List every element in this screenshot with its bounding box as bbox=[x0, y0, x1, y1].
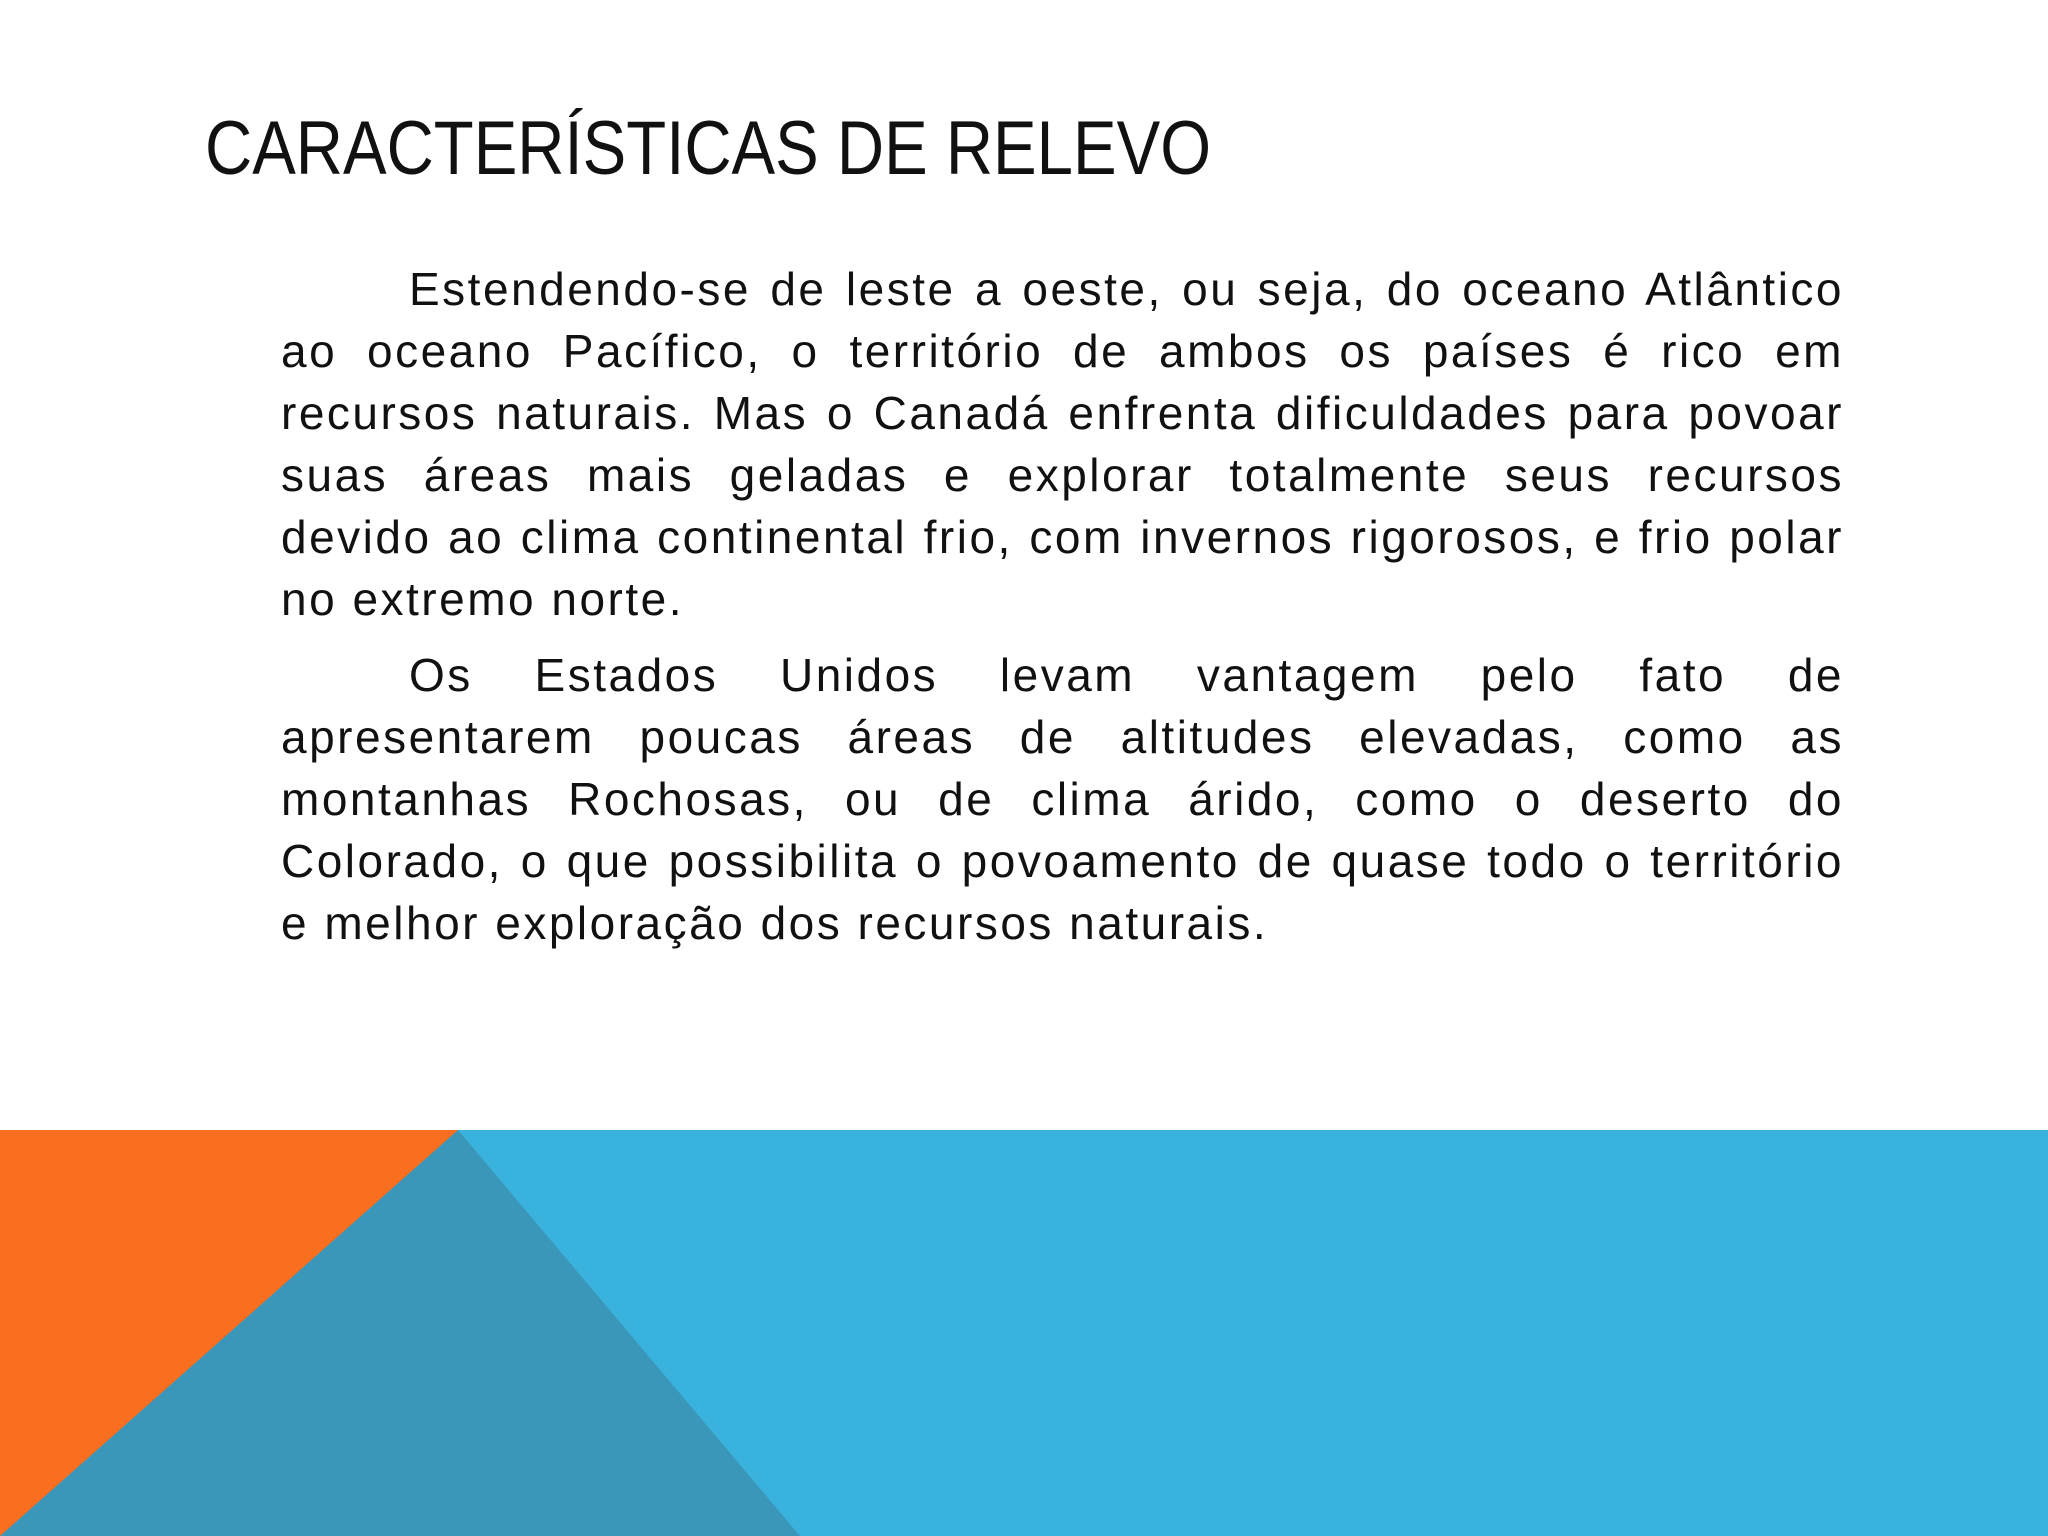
paragraph-canada: Estendendo-se de leste a oeste, ou seja, do oceano Atlântico ao oceano Pacífico, o território de ambos os países é rico em recursos naturais. Mas o Canadá enfrenta dificuldades para povoar suas áreas mais geladas e explorar totalmente seus recursos devido ao clima continental frio, com invernos rigorosos, e frio polar no extremo norte. bbox=[281, 263, 1844, 625]
paragraph-estados-unidos: Os Estados Unidos levam vantagem pelo fato de apresentarem poucas áreas de altitudes elevadas, como as montanhas Rochosas, ou de clima árido, como o deserto do Colorado, o que possibilita o povoamento de quase todo o território e melhor exploração dos recursos naturais. bbox=[281, 649, 1844, 949]
slide-body bbox=[281, 258, 1844, 968]
decorative-footer-shapes bbox=[0, 1130, 2048, 1536]
slide-title: CARACTERÍSTICAS DE RELEVO bbox=[205, 106, 1212, 191]
